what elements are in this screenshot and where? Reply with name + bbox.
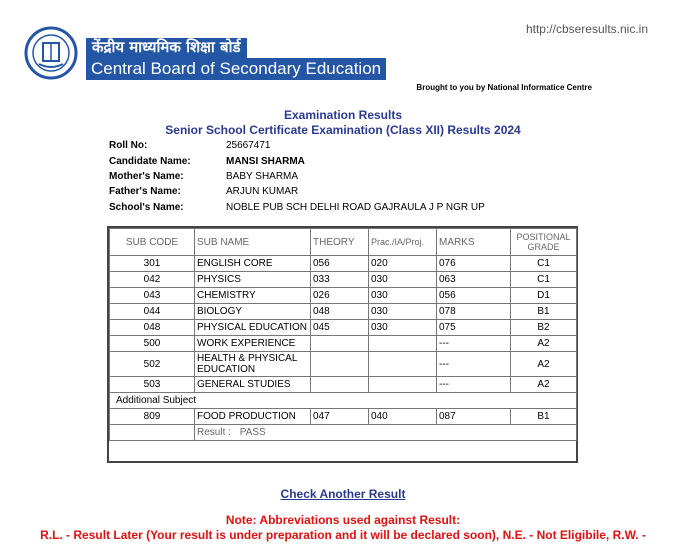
cell-sub-name: PHYSICAL EDUCATION xyxy=(195,320,311,336)
exam-subtitle: Senior School Certificate Examination (Class XII) Results 2024 xyxy=(165,123,521,137)
cell-practical xyxy=(369,336,437,352)
cell-practical xyxy=(369,377,437,393)
cell-grade: C1 xyxy=(511,272,577,288)
cell-sub-name: HEALTH & PHYSICAL EDUCATION xyxy=(195,352,311,377)
cell-sub-code: 042 xyxy=(110,272,195,288)
cell-theory xyxy=(311,336,369,352)
cell-practical: 030 xyxy=(369,272,437,288)
header-sub-code: SUB CODE xyxy=(110,229,195,256)
cell-sub-name: CHEMISTRY xyxy=(195,288,311,304)
table-row xyxy=(110,336,577,352)
cell-theory: 047 xyxy=(311,409,369,425)
table-row xyxy=(110,304,577,320)
table-row xyxy=(110,320,577,336)
school-name-label: School's Name: xyxy=(109,201,184,213)
father-name-label: Father's Name: xyxy=(109,186,181,198)
candidate-name-value: MANSI SHARMA xyxy=(226,155,305,167)
cell-theory xyxy=(311,352,369,377)
cell-grade: B2 xyxy=(511,320,577,336)
brought-by-text: Brought to you by National Informatice Centre xyxy=(416,83,592,92)
cell-grade: D1 xyxy=(511,288,577,304)
result-label: Result : xyxy=(197,427,231,438)
cell-practical: 040 xyxy=(369,409,437,425)
header-grade: POSITIONAL GRADE xyxy=(511,229,577,256)
marks-table xyxy=(109,228,577,441)
cell-sub-name: BIOLOGY xyxy=(195,304,311,320)
table-row xyxy=(110,272,577,288)
cell-practical: 020 xyxy=(369,256,437,272)
cell-theory: 048 xyxy=(311,304,369,320)
cell-grade: A2 xyxy=(511,336,577,352)
additional-subject-row xyxy=(110,393,577,409)
table-row xyxy=(110,256,577,272)
cell-sub-code: 048 xyxy=(110,320,195,336)
table-row xyxy=(110,377,577,393)
note-title: Note: Abbreviations used against Result: xyxy=(225,513,461,527)
cell-sub-code: 044 xyxy=(110,304,195,320)
mother-name-label: Mother's Name: xyxy=(109,170,184,182)
cell-grade: B1 xyxy=(511,409,577,425)
roll-value: 25667471 xyxy=(226,140,271,152)
abbreviations-text: R.L. - Result Later (Your result is under preparation and it will be declared soon), N.E. - Not Eligibile, R.W. - xyxy=(40,528,646,542)
cell-sub-code: 500 xyxy=(110,336,195,352)
cell-theory: 056 xyxy=(311,256,369,272)
cbse-logo-icon xyxy=(24,26,78,80)
cell-marks: 075 xyxy=(437,320,511,336)
cell-sub-name: PHYSICS xyxy=(195,272,311,288)
header-marks: MARKS xyxy=(437,229,511,256)
cell-practical: 030 xyxy=(369,288,437,304)
board-english-title: Central Board of Secondary Education xyxy=(86,58,386,80)
mother-name-value: BABY SHARMA xyxy=(226,170,299,182)
cell-practical xyxy=(369,352,437,377)
cell-sub-code: 502 xyxy=(110,352,195,377)
result-value: PASS xyxy=(239,427,266,438)
cell-grade: A2 xyxy=(511,352,577,377)
cell-marks: --- xyxy=(437,377,511,393)
table-row xyxy=(110,352,577,377)
cell-marks: --- xyxy=(437,352,511,377)
cell-grade: C1 xyxy=(511,256,577,272)
check-another-result-link[interactable]: Check Another Result xyxy=(280,487,406,501)
board-hindi-title: केंद्रीय माध्यमिक शिक्षा बोर्ड xyxy=(86,38,247,58)
cell-practical: 030 xyxy=(369,304,437,320)
result-cell xyxy=(195,425,577,441)
cell-marks: --- xyxy=(437,336,511,352)
table-header-row xyxy=(110,229,577,256)
cell-sub-name: ENGLISH CORE xyxy=(195,256,311,272)
header-sub-name: SUB NAME xyxy=(195,229,311,256)
cell-marks: 056 xyxy=(437,288,511,304)
cell-marks: 087 xyxy=(437,409,511,425)
results-table-container xyxy=(107,226,578,463)
additional-subject-label: Additional Subject xyxy=(110,393,577,409)
cell-marks: 076 xyxy=(437,256,511,272)
header-theory: THEORY xyxy=(311,229,369,256)
exam-title: Examination Results xyxy=(283,108,403,122)
roll-label: Roll No: xyxy=(109,140,148,152)
result-empty-cell xyxy=(110,425,195,441)
candidate-name-label: Candidate Name: xyxy=(109,155,191,167)
cell-theory: 033 xyxy=(311,272,369,288)
cell-practical: 030 xyxy=(369,320,437,336)
cell-grade: B1 xyxy=(511,304,577,320)
school-name-value: NOBLE PUB SCH DELHI ROAD GAJRAULA J P NGR UP xyxy=(226,201,485,213)
table-row xyxy=(110,409,577,425)
cell-sub-code: 043 xyxy=(110,288,195,304)
site-header xyxy=(0,0,686,95)
header-practical: Prac./IA/Proj. xyxy=(369,229,437,256)
cell-sub-name: FOOD PRODUCTION xyxy=(195,409,311,425)
cell-sub-code: 503 xyxy=(110,377,195,393)
cell-grade: A2 xyxy=(511,377,577,393)
cell-sub-name: GENERAL STUDIES xyxy=(195,377,311,393)
cell-marks: 078 xyxy=(437,304,511,320)
cell-sub-name: WORK EXPERIENCE xyxy=(195,336,311,352)
cell-theory xyxy=(311,377,369,393)
site-url: http://cbseresults.nic.in xyxy=(525,22,648,36)
result-row xyxy=(110,425,577,441)
cell-theory: 045 xyxy=(311,320,369,336)
cell-sub-code: 809 xyxy=(110,409,195,425)
cell-marks: 063 xyxy=(437,272,511,288)
table-row xyxy=(110,288,577,304)
father-name-value: ARJUN KUMAR xyxy=(226,186,299,198)
candidate-info xyxy=(109,138,485,215)
cell-sub-code: 301 xyxy=(110,256,195,272)
cell-theory: 026 xyxy=(311,288,369,304)
